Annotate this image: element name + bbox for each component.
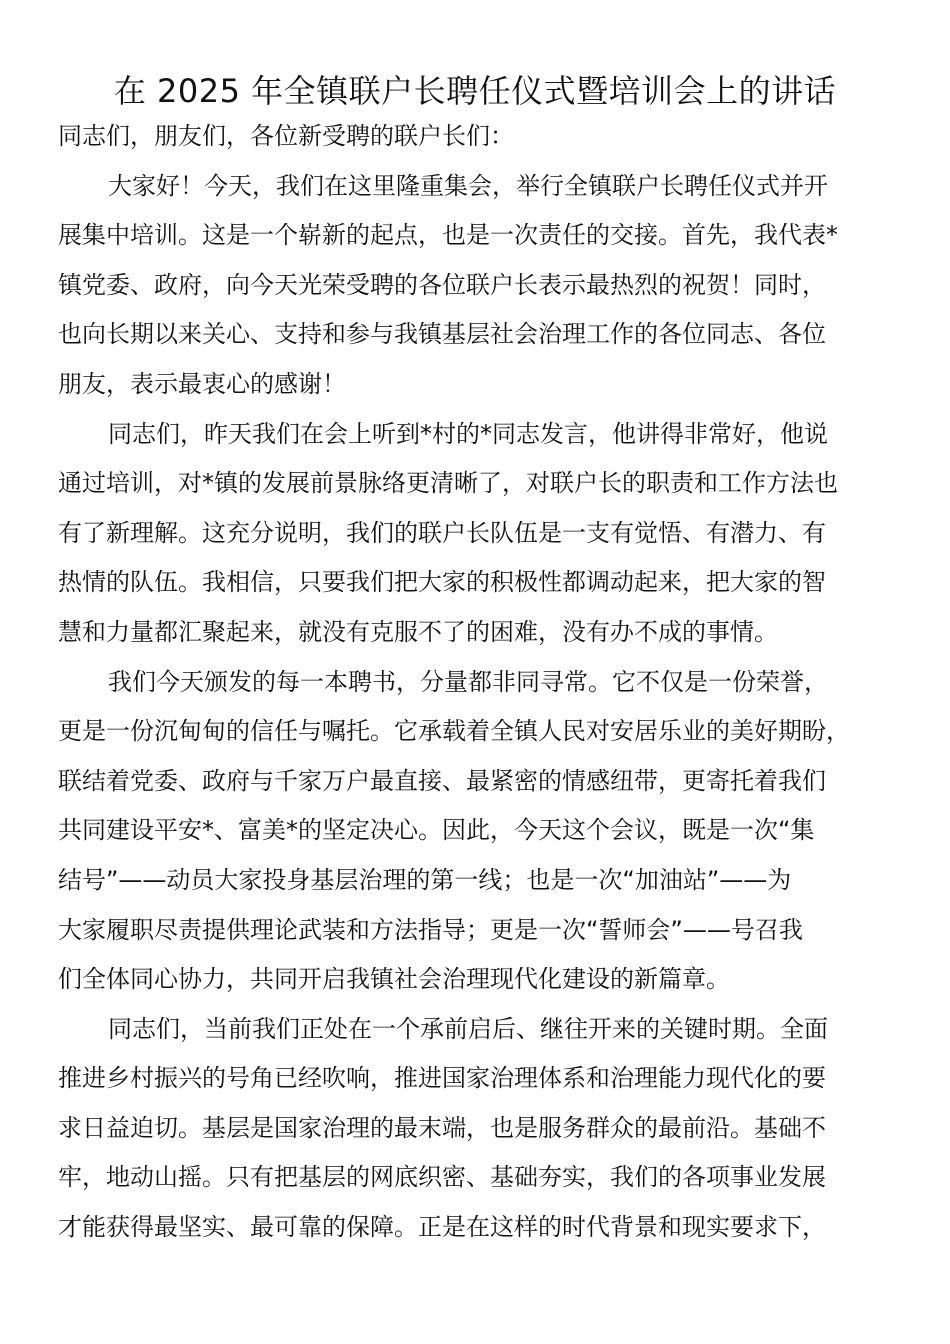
paragraph-line: 通过培训，对*镇的发展前景脉络更清晰了，对联户长的职责和工作方法也 [58,469,838,498]
paragraph-line: 同志们，昨天我们在会上听到*村的*同志发言，他讲得非常好，他说 [108,419,828,448]
document-title: 在 2025 年全镇联户长聘任仪式暨培训会上的讲话 [113,72,837,110]
paragraph-line: 结号”——动员大家投身基层治理的第一线；也是一次“加油站”——为 [58,865,792,894]
paragraph-line: 热情的队伍。我相信，只要我们把大家的积极性都调动起来，把大家的智 [58,568,826,597]
paragraph-line: 镇党委、政府，向今天光荣受聘的各位联户长表示最热烈的祝贺！同时， [58,270,826,299]
paragraph-line: 牢，地动山摇。只有把基层的网底织密、基础夯实，我们的各项事业发展 [58,1163,826,1192]
paragraph-line: 推进乡村振兴的号角已经吹响，推进国家治理体系和治理能力现代化的要 [58,1064,826,1093]
paragraph-line: 大家履职尽责提供理论武装和方法指导；更是一次“誓师会”——号召我 [58,915,803,944]
paragraph-line: 也向长期以来关心、支持和参与我镇基层社会治理工作的各位同志、各位 [58,320,826,349]
paragraph-line: 共同建设平安*、富美*的坚定决心。因此，今天这个会议，既是一次“集 [58,816,815,845]
paragraph-line: 同志们，当前我们正处在一个承前启后、继往开来的关键时期。全面 [108,1014,828,1043]
paragraph-line: 有了新理解。这充分说明，我们的联户长队伍是一支有觉悟、有潜力、有 [58,518,826,547]
paragraph-line: 朋友，表示最衷心的感谢！ [58,369,346,398]
paragraph-line: 才能获得最坚实、最可靠的保障。正是在这样的时代背景和现实要求下， [58,1213,826,1242]
paragraph-feedback [58,410,894,658]
paragraph-appointment [58,658,894,1005]
paragraph-line: 联结着党委、政府与千家万户最直接、最紧密的情感纽带，更寄托着我们 [58,766,826,795]
salutation: 同志们，朋友们，各位新受聘的联户长们： [58,122,514,150]
paragraph-line: 展集中培训。这是一个崭新的起点，也是一次责任的交接。首先，我代表* [58,221,838,250]
paragraph-line: 我们今天颁发的每一本聘书，分量都非同寻常。它不仅是一份荣誉， [108,667,828,696]
paragraph-line: 更是一份沉甸甸的信任与嘱托。它承载着全镇人民对安居乐业的美好期盼， [58,717,850,746]
paragraph-line: 们全体同心协力，共同开启我镇社会治理现代化建设的新篇章。 [58,965,730,994]
paragraph-opening [58,162,894,410]
document-body [58,112,894,1253]
paragraph-context [58,1005,894,1253]
paragraph-line: 大家好！今天，我们在这里隆重集会，举行全镇联户长聘任仪式并开 [108,171,828,200]
paragraph-line: 求日益迫切。基层是国家治理的最末端，也是服务群众的最前沿。基础不 [58,1113,826,1142]
paragraph-line: 慧和力量都汇聚起来，就没有克服不了的困难，没有办不成的事情。 [58,617,778,646]
